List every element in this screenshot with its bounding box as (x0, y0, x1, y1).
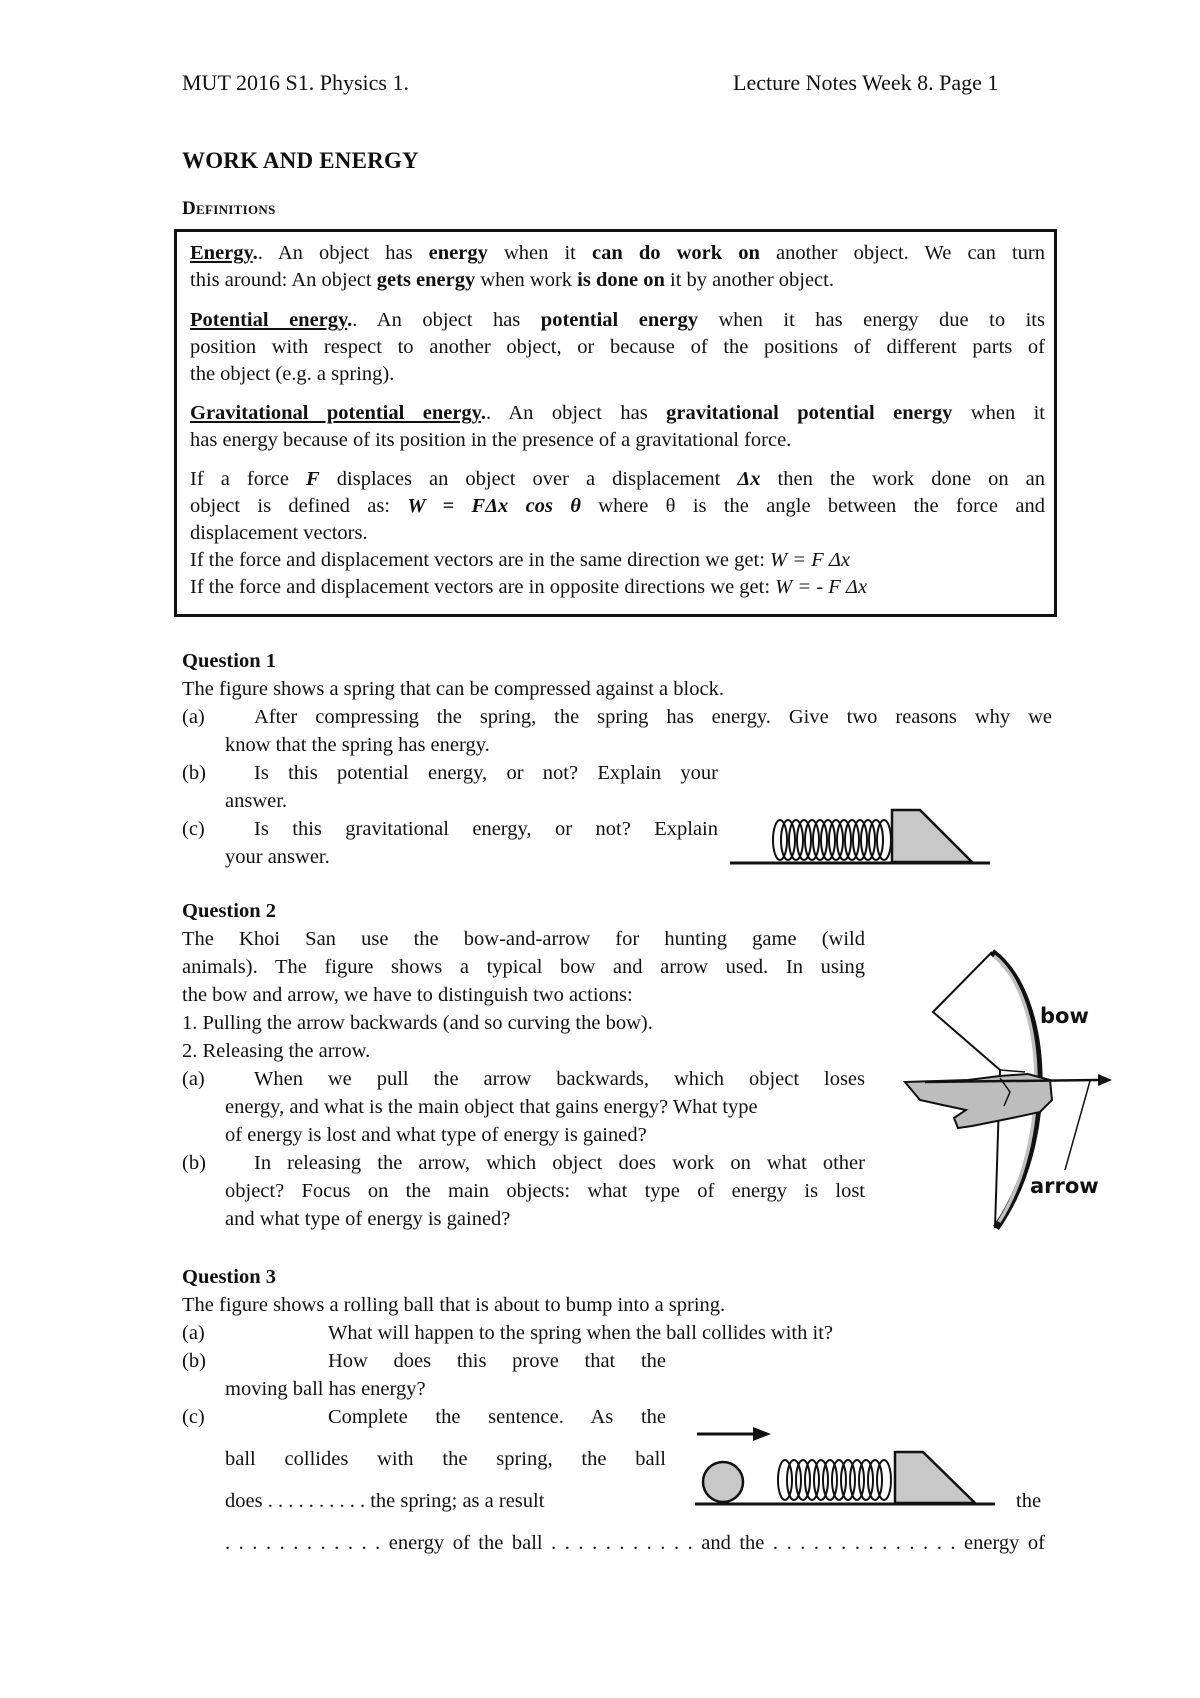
text: another object. We can turn (759, 242, 1046, 264)
question-3-intro: The figure shows a rolling ball that is about to bump into a spring. (182, 1294, 726, 1316)
text: this around: An object (190, 269, 377, 291)
text: If the force and displacement vectors are in the same direction we get: (190, 549, 771, 571)
question-2b (182, 1150, 865, 1178)
text: In releasing the arrow, which object does work on what other (254, 1152, 865, 1174)
question-3c-line4 (225, 1530, 1045, 1558)
text: animals). The figure shows a typical bow and arrow used. In using (182, 956, 865, 978)
formula-same-direction: W = F Δx (770, 549, 850, 571)
text: the object (e.g. a spring). (190, 363, 395, 385)
question-1-intro: The figure shows a spring that can be compressed against a block. (182, 678, 724, 700)
question-2-action-1: 1. Pulling the arrow backwards (and so curving the bow). (182, 1012, 653, 1034)
question-3c-line3: does . . . . . . . . . . the spring; as a result (225, 1490, 545, 1512)
label: (b) (182, 1350, 206, 1372)
question-1a-cont: know that the spring has energy. (225, 734, 490, 756)
text: Is this potential energy, or not? Explain your (254, 762, 718, 784)
question-2-heading: Question 2 (182, 900, 276, 922)
bold-can-do-work: can do work on (591, 242, 760, 264)
text: . An object has (485, 402, 667, 424)
label: (a) (182, 1068, 205, 1090)
formula-opposite-direction: W = - F Δx (775, 576, 868, 598)
symbol-force: F (306, 468, 320, 490)
label: (c) (182, 1406, 205, 1428)
question-2-line3: the bow and arrow, we have to distinguish two actions: (182, 984, 633, 1006)
definition-energy: Energy.. An object has energy when it can do work on another object. We can turn this around: An object gets energy when work is done on it by another object. (190, 242, 1046, 291)
text: when it (487, 242, 592, 264)
text: object is defined as: (190, 495, 408, 517)
question-3c-line2 (225, 1446, 666, 1474)
question-2a (182, 1066, 865, 1094)
question-2a-cont-1: energy, and what is the main object that gains energy? What type (225, 1096, 758, 1118)
question-1c-cont: your answer. (225, 846, 330, 868)
text: displaces an object over a displacement (319, 468, 738, 490)
bold-energy: energy (428, 242, 488, 264)
text: when it (952, 402, 1046, 424)
term-potential-energy: Potential energy (190, 309, 348, 331)
label-arrow: arrow (1030, 1174, 1099, 1198)
question-3b-cont: moving ball has energy? (225, 1378, 426, 1400)
text: ball collides with the spring, the ball (225, 1448, 666, 1470)
label: (c) (182, 818, 205, 840)
page-title: WORK AND ENERGY (182, 148, 419, 173)
spring-block-figure (730, 778, 1000, 870)
bow-and-arrow-figure (900, 950, 1120, 1230)
question-3a (182, 1320, 1052, 1348)
question-1-heading: Question 1 (182, 650, 276, 672)
question-3c-line3-end: the (1016, 1490, 1042, 1512)
question-1c (182, 816, 718, 844)
question-2b-cont-1 (225, 1178, 865, 1206)
text: . An object has (352, 309, 541, 331)
text: When we pull the arrow backwards, which object loses (254, 1068, 865, 1090)
label: (a) (182, 1322, 205, 1344)
question-1b-cont: answer. (225, 790, 288, 812)
question-1b (182, 760, 718, 788)
question-2-line2 (182, 954, 865, 982)
text: object? Focus on the main objects: what type of energy is lost (225, 1180, 865, 1202)
text: The Khoi San use the bow-and-arrow for hunting game (wild (182, 928, 865, 950)
bold-gravitational-potential-energy: gravitational potential energy (666, 402, 953, 424)
text: What will happen to the spring when the ball collides with it? (328, 1322, 833, 1344)
header-page-info: Lecture Notes Week 8. Page 1 (733, 70, 999, 95)
bold-is-done-on: is done on (577, 269, 665, 291)
question-3-heading: Question 3 (182, 1266, 276, 1288)
symbol-displacement: Δx (737, 468, 761, 490)
text: . . . . . . . . . . . . energy of the ball . . . . . . . . . . . and the . . . . . . . . . . . . . . energy of (225, 1532, 1045, 1554)
definition-work (190, 466, 1045, 601)
question-2a-cont-2: of energy is lost and what type of energy is gained? (225, 1124, 647, 1146)
work-formula: W = FΔx cos θ (407, 495, 581, 517)
question-3b (182, 1348, 666, 1376)
text: when work (475, 269, 578, 291)
term-energy: Energy (190, 242, 253, 264)
label: (a) (182, 706, 205, 728)
term-gravitational-potential-energy: Gravitational potential energy (190, 402, 481, 424)
text: it by another object. (664, 269, 834, 291)
text: displacement vectors. (190, 522, 368, 544)
definition-potential-energy: Potential energy.. An object has potential energy when it has energy due to its position with respect to another object, or because of the positions of different parts of the object (e.g. a spring). (190, 307, 1045, 388)
section-definitions-heading: Definitions (182, 198, 276, 219)
text: position with respect to another object, or because of the positions of different parts of (190, 336, 1045, 358)
text: . An object has (257, 242, 429, 264)
label: (b) (182, 762, 206, 784)
text: Complete the sentence. As the (328, 1406, 666, 1428)
question-2b-cont-2: and what type of energy is gained? (225, 1208, 511, 1230)
text: then the work done on an (760, 468, 1046, 490)
bold-potential-energy: potential energy (540, 309, 698, 331)
question-2-line1 (182, 926, 865, 954)
text: where θ is the angle between the force and (580, 495, 1045, 517)
text: when it has energy due to its (697, 309, 1045, 331)
text: has energy because of its position in the presence of a gravitational force. (190, 429, 792, 451)
header-course: MUT 2016 S1. Physics 1. (182, 70, 409, 95)
definition-gravitational-potential-energy: Gravitational potential energy.. An object has gravitational potential energy when it has energy because of its position in the presence of a gravitational force. (190, 400, 1045, 454)
ball-spring-block-figure (695, 1422, 1005, 1512)
question-3c (182, 1404, 666, 1432)
text: If a force (190, 468, 307, 490)
text: Is this gravitational energy, or not? Explain (254, 818, 718, 840)
label-bow: bow (1040, 1004, 1089, 1028)
text: How does this prove that the (328, 1350, 666, 1372)
text: If the force and displacement vectors are in opposite directions we get: (190, 576, 776, 598)
text: After compressing the spring, the spring has energy. Give two reasons why we (254, 706, 1052, 728)
question-1a (182, 704, 1052, 732)
bold-gets-energy: gets energy (376, 269, 476, 291)
label: (b) (182, 1152, 206, 1174)
question-2-action-2: 2. Releasing the arrow. (182, 1040, 371, 1062)
